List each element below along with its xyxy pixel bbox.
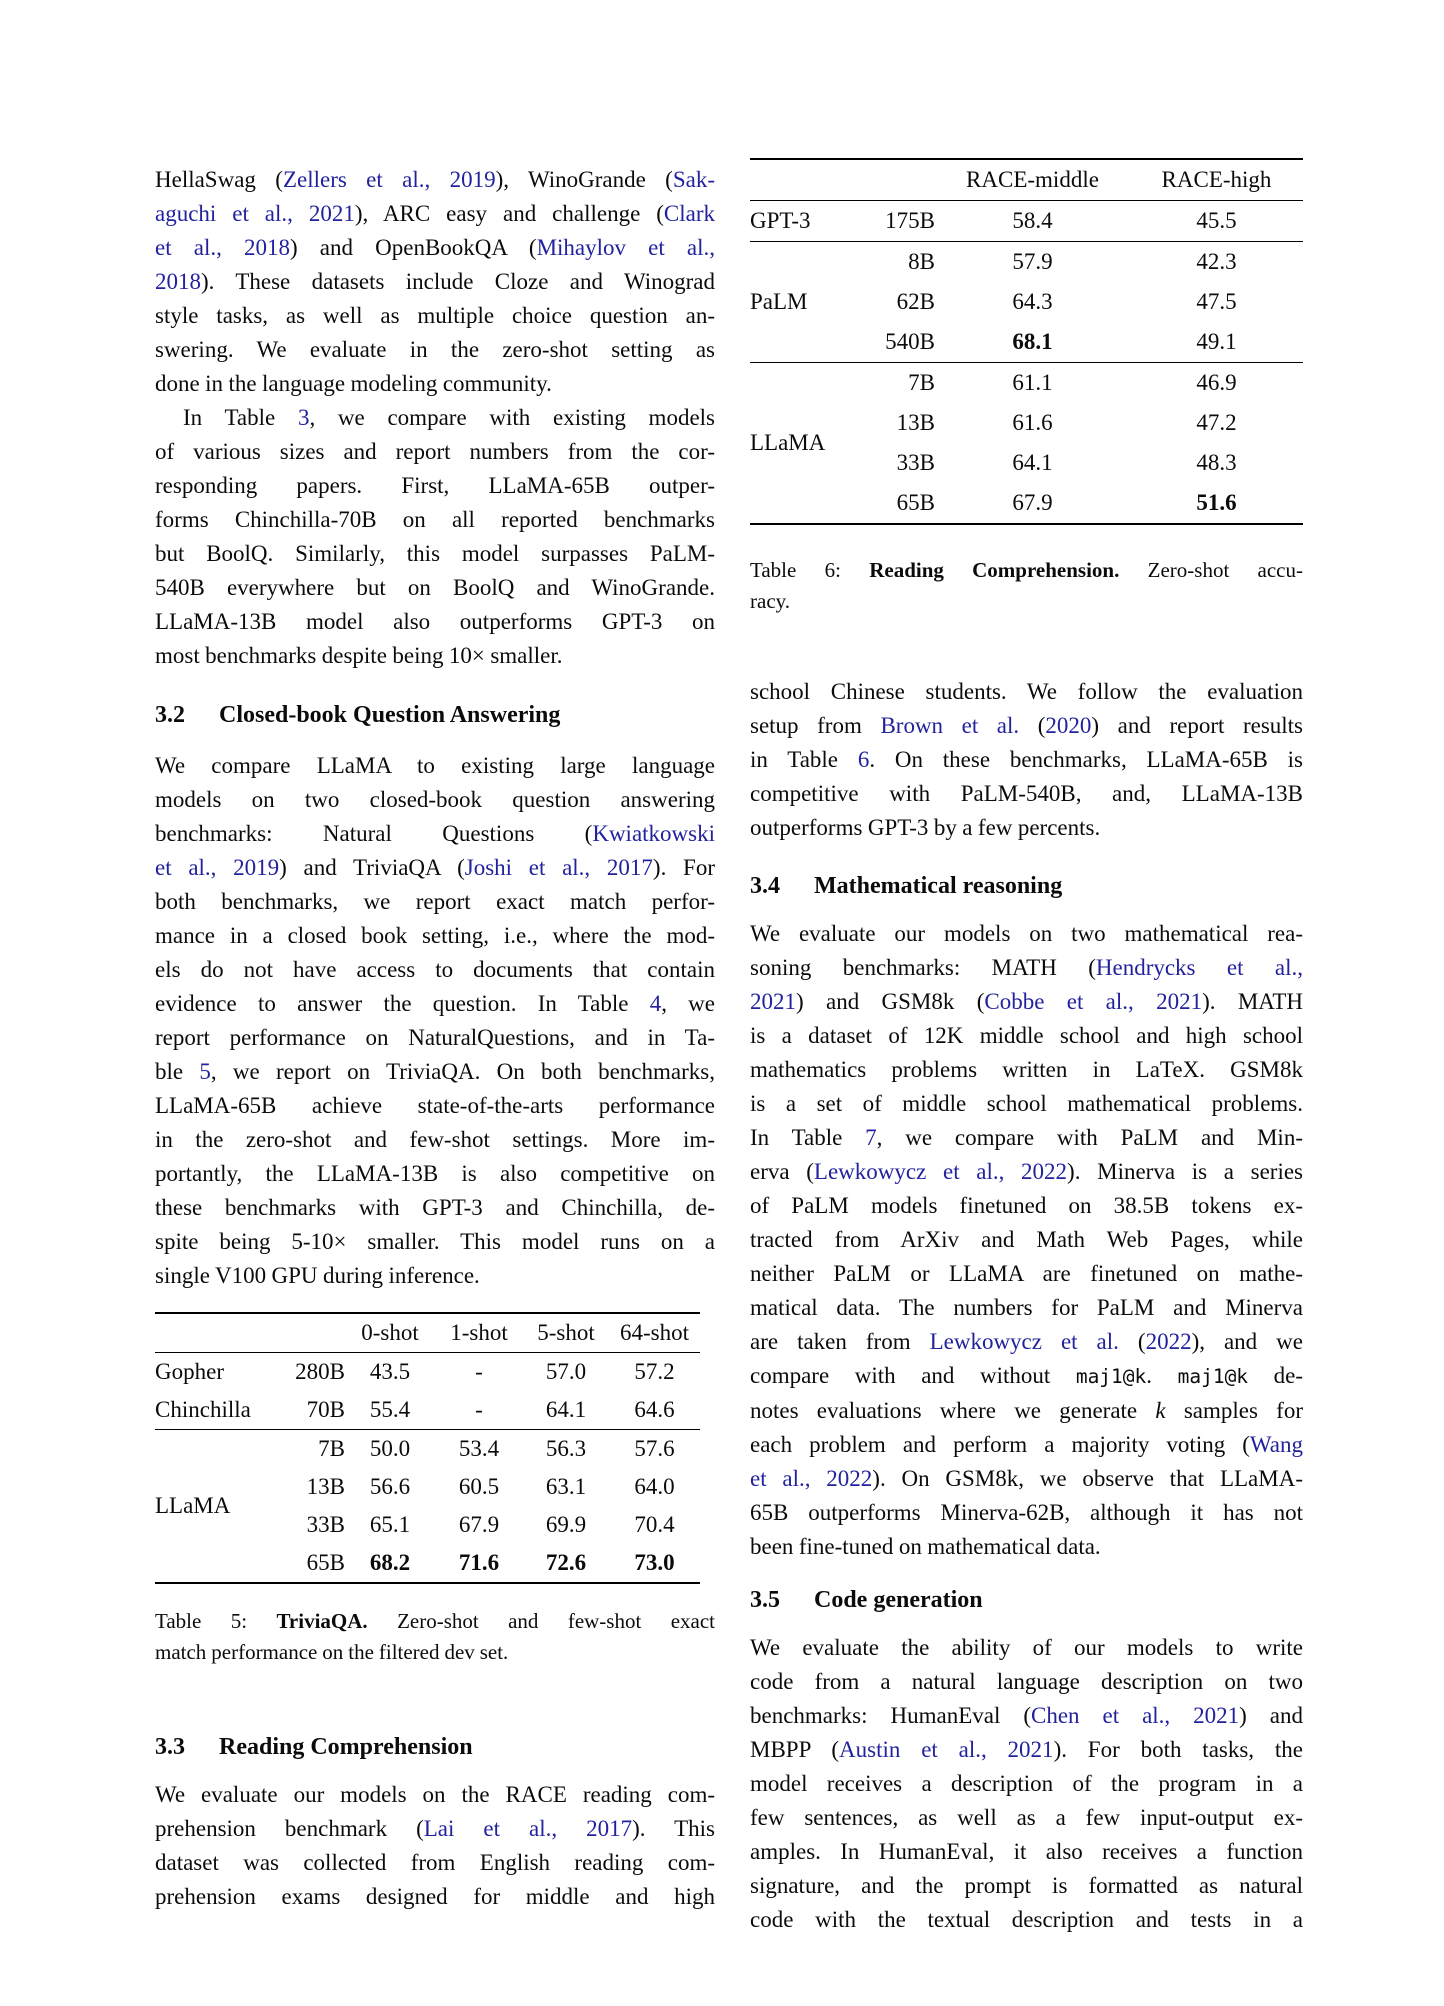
table-model-label: GPT-3 xyxy=(750,208,811,233)
text-span: style tasks, as well as multiple choice question an- xyxy=(155,303,715,328)
table-cell: 62B xyxy=(896,289,935,314)
text-span: dataset was collected from English reading com- xyxy=(155,1850,715,1875)
text-span: , we compare with PaLM and Min- xyxy=(876,1125,1303,1150)
table-cell: 64.6 xyxy=(634,1397,675,1422)
text-line xyxy=(155,1778,715,1812)
table-cell: 64-shot xyxy=(620,1320,689,1345)
text-line xyxy=(750,1733,1303,1767)
table-group xyxy=(750,241,1303,362)
section-title: Reading Comprehension xyxy=(219,1734,473,1760)
text-line xyxy=(155,1055,715,1089)
text-span: portantly, the LLaMA-13B is also competitive on xyxy=(155,1161,715,1186)
text-line xyxy=(155,333,715,367)
table-5-caption xyxy=(155,1606,715,1668)
citation-link[interactable]: 4 xyxy=(649,991,662,1016)
text-line xyxy=(750,1767,1303,1801)
text-span: model receives a description of the program in a xyxy=(750,1771,1303,1796)
citation-link[interactable]: Sak- xyxy=(672,167,716,192)
citation-link[interactable]: Lewkowycz et al. xyxy=(929,1329,1119,1354)
text-span: forms Chinchilla-70B on all reported benchmarks xyxy=(155,507,715,532)
text-line xyxy=(155,265,715,299)
table-cell: 65B xyxy=(896,490,935,515)
text-span: soning benchmarks: MATH ( xyxy=(750,955,1096,980)
text-line xyxy=(155,1637,715,1668)
text-span: is a dataset of 12K middle school and high school xyxy=(750,1023,1303,1048)
table-group xyxy=(155,1429,700,1582)
citation-link[interactable]: Clark xyxy=(663,201,715,226)
text-span: is a set of middle school mathematical problems. xyxy=(750,1091,1303,1116)
text-span: LLaMA-65B achieve state-of-the-arts performance xyxy=(155,1093,715,1118)
text-line xyxy=(750,1462,1303,1496)
text-line xyxy=(155,1157,715,1191)
text-span: been fine-tuned on mathematical data. xyxy=(750,1534,1101,1559)
text-span: , we compare with existing models xyxy=(309,405,715,430)
table-cell: 72.6 xyxy=(545,1550,587,1575)
text-line xyxy=(750,1903,1303,1937)
text-line xyxy=(155,299,715,333)
table-cell: - xyxy=(475,1397,483,1422)
table-cell: 64.0 xyxy=(634,1474,675,1499)
text-span: benchmarks: HumanEval ( xyxy=(750,1703,1031,1728)
text-span: ) and TriviaQA ( xyxy=(279,855,465,880)
citation-link[interactable]: Mihaylov et al., xyxy=(536,235,715,260)
paragraph-benchmarks-intro xyxy=(155,163,715,673)
text-span: ). For both tasks, the xyxy=(1053,1737,1303,1762)
table-cell: 13B xyxy=(896,410,935,435)
text-line xyxy=(155,163,715,197)
text-line xyxy=(155,1812,715,1846)
text-span: code with the textual description and tests in a xyxy=(750,1907,1303,1932)
text-span: notes evaluations where we generate xyxy=(750,1398,1156,1423)
text-span: maj1@k xyxy=(1177,1365,1249,1388)
text-line xyxy=(155,503,715,537)
text-line xyxy=(750,1121,1303,1155)
text-span: ). For xyxy=(652,855,715,880)
text-line xyxy=(750,1869,1303,1903)
table-cell xyxy=(267,1314,345,1352)
table-cell: 51.6 xyxy=(1196,490,1237,515)
table-cell: 47.2 xyxy=(1196,410,1237,435)
text-span: We evaluate our models on two mathematical rea- xyxy=(750,921,1303,946)
text-line xyxy=(750,586,1303,617)
table-cell: 42.3 xyxy=(1196,249,1237,274)
text-span: ( xyxy=(1019,713,1046,738)
text-span: in Table xyxy=(750,747,858,772)
section-3-3-heading xyxy=(155,1731,715,1763)
text-span: mathematics problems written in LaTeX. GSM8k xyxy=(750,1057,1303,1082)
text-span: ( xyxy=(1118,1329,1146,1354)
text-span: of various sizes and report numbers from the cor- xyxy=(155,439,715,464)
text-span: these benchmarks with GPT-3 and Chinchilla, de- xyxy=(155,1195,715,1220)
table-5-triviaqa xyxy=(155,1312,700,1584)
table-header-row xyxy=(750,160,1303,201)
table-cell: 56.3 xyxy=(545,1436,587,1461)
text-span: but BoolQ. Similarly, this model surpasses PaLM- xyxy=(155,541,715,566)
text-span: responding papers. First, LLaMA-65B outper- xyxy=(155,473,715,498)
text-line xyxy=(750,1496,1303,1530)
text-span: racy. xyxy=(750,589,791,613)
table-model-label: PaLM xyxy=(750,289,808,314)
table-cell: 65.1 xyxy=(369,1512,411,1537)
text-span: swering. We evaluate in the zero-shot setting as xyxy=(155,337,715,362)
text-span: 540B everywhere but on BoolQ and WinoGrande. xyxy=(155,575,715,600)
citation-link[interactable]: 2018 xyxy=(155,269,201,294)
text-span: ) and report results xyxy=(1091,713,1304,738)
text-span: maj1@k xyxy=(1075,1365,1147,1388)
citation-link[interactable]: 2021 xyxy=(750,989,796,1014)
text-line xyxy=(750,1189,1303,1223)
text-span: report performance on NaturalQuestions, and in Ta- xyxy=(155,1025,715,1050)
paragraph-code-generation xyxy=(750,1631,1303,1937)
text-line xyxy=(155,885,715,919)
table-cell: - xyxy=(475,1359,483,1384)
table-6-caption xyxy=(750,555,1303,617)
section-number: 3.3 xyxy=(155,1734,185,1760)
text-span: HellaSwag ( xyxy=(155,167,283,192)
table-cell: 540B xyxy=(885,329,935,354)
table-cell: 57.6 xyxy=(634,1436,675,1461)
table-cell: 47.5 xyxy=(1196,289,1237,314)
table-cell: 61.1 xyxy=(1012,370,1053,395)
citation-link[interactable]: Zellers et al., 2019 xyxy=(282,167,496,192)
text-span: school Chinese students. We follow the evaluation xyxy=(750,679,1303,704)
text-span: ), WinoGrande ( xyxy=(495,167,673,192)
table-cell: 7B xyxy=(908,370,935,395)
right-column xyxy=(750,158,1303,1937)
table-cell: 48.3 xyxy=(1196,450,1237,475)
text-line xyxy=(155,1225,715,1259)
table-cell: 64.1 xyxy=(545,1397,587,1422)
text-line xyxy=(155,919,715,953)
text-span: code from a natural language description on two xyxy=(750,1669,1303,1694)
table-cell: 45.5 xyxy=(1196,208,1237,233)
table-cell: 33B xyxy=(306,1512,345,1537)
table-cell: 70B xyxy=(306,1397,345,1422)
text-span: ). On GSM8k, we observe that LLaMA- xyxy=(872,1466,1303,1491)
text-span: erva ( xyxy=(750,1159,814,1184)
citation-link[interactable]: Kwiatkowski xyxy=(592,821,715,846)
section-number: 3.2 xyxy=(155,702,185,728)
table-group xyxy=(155,1353,700,1429)
text-span: benchmarks: Natural Questions ( xyxy=(155,821,593,846)
text-span: samples for xyxy=(1165,1398,1303,1423)
text-line xyxy=(155,817,715,851)
table-cell: Chinchilla xyxy=(155,1397,251,1422)
text-span: We compare LLaMA to existing large language xyxy=(155,753,715,778)
text-line xyxy=(155,953,715,987)
text-span: few sentences, as well as a few input-output ex- xyxy=(750,1805,1303,1830)
text-line xyxy=(750,1053,1303,1087)
section-title: Code generation xyxy=(814,1587,983,1613)
text-span: ) and GSM8k ( xyxy=(796,989,985,1014)
table-cell: 61.6 xyxy=(1012,410,1053,435)
text-span: of PaLM models finetuned on 38.5B tokens ex- xyxy=(750,1193,1303,1218)
table-6-reading-comprehension xyxy=(750,158,1303,525)
text-line xyxy=(750,1291,1303,1325)
text-span: Reading Comprehension. xyxy=(869,558,1120,582)
citation-link[interactable]: Austin et al., 2021 xyxy=(839,1737,1054,1762)
text-span: ), ARC easy and challenge ( xyxy=(354,201,664,226)
text-line xyxy=(750,1530,1303,1564)
table-cell: 73.0 xyxy=(634,1550,675,1575)
text-span: k xyxy=(1155,1398,1166,1423)
text-line xyxy=(750,709,1303,743)
table-cell: 64.1 xyxy=(1012,450,1053,475)
text-span: mance in a closed book setting, i.e., where the mod- xyxy=(155,923,715,948)
paragraph-mathematical-reasoning xyxy=(750,917,1303,1564)
text-line xyxy=(750,917,1303,951)
text-span: both benchmarks, we report exact match perfor- xyxy=(155,889,715,914)
table-cell: 43.5 xyxy=(369,1359,411,1384)
text-line xyxy=(750,1019,1303,1053)
text-span: ) and OpenBookQA ( xyxy=(289,235,537,260)
table-cell: 67.9 xyxy=(458,1512,500,1537)
text-span: , we xyxy=(661,991,715,1016)
section-title: Closed-book Question Answering xyxy=(219,702,561,728)
table-model-label: LLaMA xyxy=(750,430,826,455)
text-span: done in the language modeling community. xyxy=(155,371,552,396)
table-cell: 8B xyxy=(908,249,935,274)
paragraph-closed-book-qa xyxy=(155,749,715,1293)
text-span: ), and we xyxy=(1191,1329,1303,1354)
text-span: Zero-shot and few-shot exact xyxy=(367,1609,715,1633)
text-line xyxy=(750,743,1303,777)
text-span: spite being 5-10× smaller. This model runs on a xyxy=(155,1229,715,1254)
text-line xyxy=(155,987,715,1021)
text-line xyxy=(750,1325,1303,1359)
table-cell: 46.9 xyxy=(1196,370,1237,395)
text-line xyxy=(750,1155,1303,1189)
text-line xyxy=(155,783,715,817)
table-cell: 33B xyxy=(896,450,935,475)
table-cell: RACE-middle xyxy=(966,167,1099,192)
text-span: outperforms GPT-3 by a few percents. xyxy=(750,815,1101,840)
text-span: LLaMA-13B model also outperforms GPT-3 on xyxy=(155,609,715,634)
table-cell: 68.2 xyxy=(369,1550,411,1575)
paragraph-reading-comprehension xyxy=(155,1778,715,1914)
text-line xyxy=(750,1394,1303,1428)
citation-link[interactable]: Lai et al., 2017 xyxy=(423,1816,633,1841)
text-line xyxy=(750,951,1303,985)
text-line xyxy=(155,1191,715,1225)
table-cell: 64.3 xyxy=(1012,289,1053,314)
text-span: Table 6: xyxy=(750,558,870,582)
text-line xyxy=(155,639,715,673)
text-span: , we report on TriviaQA. On both benchmarks, xyxy=(210,1059,715,1084)
table-cell: 280B xyxy=(295,1359,345,1384)
table-cell: 70.4 xyxy=(634,1512,675,1537)
text-line xyxy=(750,1801,1303,1835)
table-cell: Gopher xyxy=(155,1359,224,1384)
text-line xyxy=(750,811,1303,845)
citation-link[interactable]: Joshi et al., 2017 xyxy=(464,855,653,880)
table-cell: 57.9 xyxy=(1012,249,1053,274)
text-line xyxy=(155,605,715,639)
table-cell: 7B xyxy=(318,1436,345,1461)
text-span: . xyxy=(1146,1363,1178,1388)
text-span: amples. In HumanEval, it also receives a function xyxy=(750,1839,1303,1864)
text-line xyxy=(750,1631,1303,1665)
table-cell: 65B xyxy=(306,1550,345,1575)
section-3-2-heading xyxy=(155,699,715,731)
table-cell xyxy=(155,1314,267,1352)
table-cell: 56.6 xyxy=(369,1474,411,1499)
table-cell: 1-shot xyxy=(450,1320,508,1345)
text-line xyxy=(155,571,715,605)
table-cell: 63.1 xyxy=(545,1474,587,1499)
text-line xyxy=(750,1223,1303,1257)
citation-link[interactable]: 2022 xyxy=(1145,1329,1192,1354)
citation-link[interactable]: 3 xyxy=(297,405,310,430)
text-span: evidence to answer the question. In Table xyxy=(155,991,650,1016)
text-line xyxy=(155,1123,715,1157)
text-line xyxy=(155,1880,715,1914)
section-3-5-heading xyxy=(750,1584,1303,1616)
table-cell: 55.4 xyxy=(369,1397,411,1422)
text-span: prehension benchmark ( xyxy=(155,1816,424,1841)
text-line xyxy=(750,555,1303,586)
text-span: most benchmarks despite being 10× smaller. xyxy=(155,643,563,668)
text-line xyxy=(155,1259,715,1293)
citation-link[interactable]: Brown et al. xyxy=(880,713,1020,738)
text-line xyxy=(750,1665,1303,1699)
text-span: single V100 GPU during inference. xyxy=(155,1263,480,1288)
text-line xyxy=(155,1089,715,1123)
text-span: competitive with PaLM-540B, and, LLaMA-13B xyxy=(750,781,1303,806)
text-span: matical data. The numbers for PaLM and Minerva xyxy=(750,1295,1303,1320)
text-line xyxy=(155,435,715,469)
table-cell: 57.0 xyxy=(545,1359,587,1384)
text-span: We evaluate our models on the RACE reading com- xyxy=(155,1782,715,1807)
table-cell: RACE-high xyxy=(1161,167,1272,192)
table-model-label: LLaMA xyxy=(155,1493,231,1518)
table-header-row xyxy=(155,1314,700,1353)
citation-link[interactable]: Cobbe et al., 2021 xyxy=(984,989,1203,1014)
text-span: . On these benchmarks, LLaMA-65B is xyxy=(869,747,1303,772)
text-span: ). This xyxy=(632,1816,715,1841)
table-cell: 68.1 xyxy=(1012,329,1053,354)
citation-link[interactable]: aguchi et al., 2021 xyxy=(155,201,355,226)
table-group xyxy=(750,362,1303,523)
text-span: els do not have access to documents that contain xyxy=(155,957,715,982)
table-cell: 5-shot xyxy=(537,1320,595,1345)
text-span: ). MATH xyxy=(1202,989,1303,1014)
table-cell: 57.2 xyxy=(634,1359,675,1384)
section-number: 3.5 xyxy=(750,1587,780,1613)
text-span: We evaluate the ability of our models to write xyxy=(750,1635,1303,1660)
text-line xyxy=(155,367,715,401)
text-span: in the zero-shot and few-shot settings. More im- xyxy=(155,1127,715,1152)
table-cell: 69.9 xyxy=(545,1512,587,1537)
text-span: ble xyxy=(155,1059,200,1084)
text-span: Zero-shot accu- xyxy=(1119,558,1303,582)
table-cell: 0-shot xyxy=(361,1320,419,1345)
text-line xyxy=(155,1846,715,1880)
text-span: signature, and the prompt is formatted as natural xyxy=(750,1873,1303,1898)
text-line xyxy=(155,231,715,265)
citation-link[interactable]: et al., 2019 xyxy=(155,855,280,880)
text-line xyxy=(155,469,715,503)
text-span: compare with and without xyxy=(750,1363,1076,1388)
text-line xyxy=(750,1835,1303,1869)
text-line xyxy=(155,401,715,435)
text-span: neither PaLM or LLaMA are finetuned on mathe- xyxy=(750,1261,1303,1286)
citation-link[interactable]: Lewkowycz et al., 2022 xyxy=(813,1159,1068,1184)
table-cell xyxy=(850,160,935,200)
text-line xyxy=(155,1606,715,1637)
section-3-4-heading xyxy=(750,870,1303,902)
text-line xyxy=(750,1087,1303,1121)
citation-link[interactable]: 7 xyxy=(865,1125,877,1150)
table-cell: 53.4 xyxy=(458,1436,500,1461)
text-span: Table 5: xyxy=(155,1609,277,1633)
table-group xyxy=(750,201,1303,241)
table-cell xyxy=(750,160,850,200)
text-line xyxy=(155,197,715,231)
text-span: In Table xyxy=(183,405,298,430)
text-line xyxy=(750,985,1303,1019)
text-span: 65B outperforms Minerva-62B, although it has not xyxy=(750,1500,1303,1525)
text-span: ). Minerva is a series xyxy=(1067,1159,1303,1184)
section-number: 3.4 xyxy=(750,873,780,899)
text-line xyxy=(155,851,715,885)
table-cell: 67.9 xyxy=(1012,490,1053,515)
table-cell: 60.5 xyxy=(458,1474,500,1499)
text-line xyxy=(750,777,1303,811)
text-span: de- xyxy=(1248,1363,1303,1388)
table-cell: 13B xyxy=(306,1474,345,1499)
text-span: TriviaQA. xyxy=(276,1609,368,1633)
table-cell: 50.0 xyxy=(369,1436,411,1461)
text-line xyxy=(750,1257,1303,1291)
text-span: ) and xyxy=(1239,1703,1303,1728)
citation-link[interactable]: Wang xyxy=(1249,1432,1303,1457)
paragraph-race-results xyxy=(750,675,1303,845)
text-span: match performance on the filtered dev set. xyxy=(155,1640,509,1664)
text-line xyxy=(155,537,715,571)
citation-link[interactable]: et al., 2018 xyxy=(155,235,290,260)
text-line xyxy=(750,675,1303,709)
citation-link[interactable]: 6 xyxy=(857,747,870,772)
text-span: are taken from xyxy=(750,1329,930,1354)
text-span: tracted from ArXiv and Math Web Pages, while xyxy=(750,1227,1303,1252)
citation-link[interactable]: 2020 xyxy=(1045,713,1092,738)
table-cell: 58.4 xyxy=(1012,208,1053,233)
table-cell: 71.6 xyxy=(458,1550,500,1575)
text-line xyxy=(155,749,715,783)
citation-link[interactable]: Chen et al., 2021 xyxy=(1030,1703,1240,1728)
section-title: Mathematical reasoning xyxy=(814,873,1063,899)
text-span: each problem and perform a majority voting ( xyxy=(750,1432,1250,1457)
left-column xyxy=(155,158,715,1914)
citation-link[interactable]: Hendrycks et al., xyxy=(1095,955,1303,980)
text-span: models on two closed-book question answering xyxy=(155,787,715,812)
text-span: In Table xyxy=(750,1125,866,1150)
text-span: prehension exams designed for middle and high xyxy=(155,1884,715,1909)
text-line xyxy=(750,1699,1303,1733)
citation-link[interactable]: et al., 2022 xyxy=(750,1466,873,1491)
text-span: setup from xyxy=(750,713,881,738)
text-span: MBPP ( xyxy=(750,1737,840,1762)
text-line xyxy=(750,1359,1303,1394)
citation-link[interactable]: 5 xyxy=(199,1059,211,1084)
table-cell: 175B xyxy=(885,208,935,233)
text-line xyxy=(155,1021,715,1055)
text-line xyxy=(750,1428,1303,1462)
text-span: ). These datasets include Cloze and Winograd xyxy=(201,269,715,294)
table-cell: 49.1 xyxy=(1196,329,1237,354)
